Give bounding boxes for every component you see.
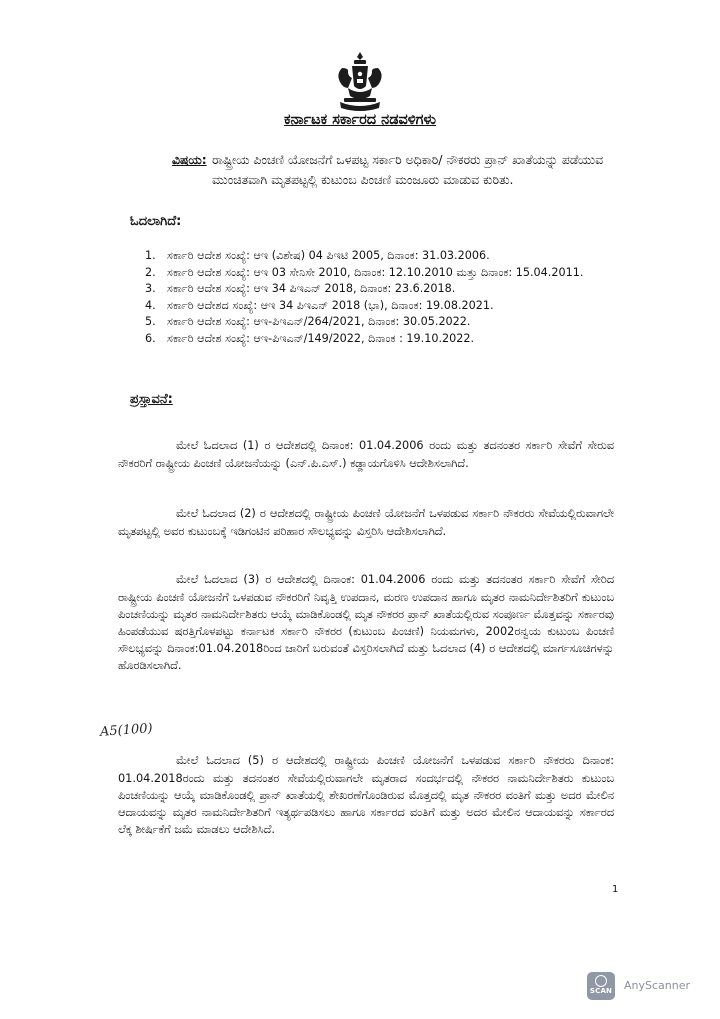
scanner-badge-label: SCAN xyxy=(589,987,613,995)
scanner-badge xyxy=(587,972,615,1000)
preamble-label: ಪ್ರಸ್ತಾವನೆ: xyxy=(130,392,173,407)
reference-number: 6. xyxy=(145,331,156,345)
reference-number: 4. xyxy=(145,298,156,312)
list-item xyxy=(145,248,615,265)
reference-text: ಸರ್ಕಾರಿ ಆದೇಶ ಸಂಖ್ಯೆ: ಆಇ 03 ಸೇನಿಸೇ 2010, ದಿನಾಂಕ: 12.10.2010 ಮತ್ತು ದಿನಾಂಕ: 15.04.2011. xyxy=(167,265,584,279)
reference-text: ಸರ್ಕಾರಿ ಆದೇಶ ಸಂಖ್ಯೆ: ಆಇ-ಪಿಇಎನ್/264/2021, ದಿನಾಂಕ: 30.05.2022. xyxy=(167,315,471,328)
reference-text: ಸರ್ಕಾರಿ ಆದೇಶ ಸಂಖ್ಯೆ: ಆಇ-ಪಿಇಎನ್/149/2022, ದಿನಾಂಕ : 19.10.2022. xyxy=(167,331,475,345)
list-item xyxy=(145,265,615,282)
list-item xyxy=(145,281,615,298)
paragraph-4: ಮೇಲೆ ಓದಲಾದ (5) ರ ಆದೇಶದಲ್ಲಿ ರಾಷ್ಟ್ರೀಯ ಪಿಂಚಣಿ ಯೋಜನೆಗೆ ಒಳಪಡುವ ಸರ್ಕಾರಿ ನೌಕರರು ದಿನಾಂಕ: 01.04.2018ರಂದು ಮತ್ತು ತದನಂತರ ಸೇವೆಯಲ್ಲಿರುವಾಗಲೇ ಮೃತರಾದ ಸಂದರ್ಭದಲ್ಲಿ ನೌಕರರ ನಾಮನಿರ್ದೇಶಿತರು ಕುಟುಂಬ ಪಿಂಚಣಿಯನ್ನು ಆಯ್ಕೆ ಮಾಡಿಕೊಂಡಲ್ಲಿ ಪ್ರಾನ್ ಖಾತೆಯಲ್ಲಿ ಶೇಖರಣೆಗೊಂಡಿರುವ ಮೊತ್ತದಲ್ಲಿ ಮೃತ ನೌಕರರ ವಂತಿಗೆ ಮತ್ತು ಅದರ ಮೇಲಿನ ಆದಾಯವನ್ನು ಮೃತರ ನಾಮನಿರ್ದೇಶಿತರಿಗೆ ಇತ್ಯರ್ಥಪಡಿಸಲು ಹಾಗೂ ಸರ್ಕಾರದ ವಂತಿಗೆ ಮತ್ತು ಅದರ ಮೇಲಿನ ಆದಾಯವನ್ನು ಸರ್ಕಾರದ ಲೆಕ್ಕ ಶೀರ್ಷಿಕೆಗೆ ಜಮೆ ಮಾಡಲು ಆದೇಶಿಸಿದೆ. xyxy=(118,754,614,837)
handwritten-note: A5(100) xyxy=(99,721,154,740)
reference-text: ಸರ್ಕಾರಿ ಆದೇಶದ ಸಂಖ್ಯೆ: ಆಇ 34 ಪಿಇಎನ್ 2018 (ಭಾ), ದಿನಾಂಕ: 19.08.2021. xyxy=(167,298,494,312)
document-header: ಕರ್ನಾಟಕ ಸರ್ಕಾರದ ನಡವಳಿಗಳು xyxy=(283,112,437,128)
reference-number: 2. xyxy=(145,265,156,279)
reference-number: 5. xyxy=(145,315,156,328)
paragraph-1: ಮೇಲೆ ಓದಲಾದ (1) ರ ಆದೇಶದಲ್ಲಿ ದಿನಾಂಕ: 01.04.2006 ರಂದು ಮತ್ತು ತದನಂತರ ಸರ್ಕಾರಿ ಸೇವೆಗೆ ಸೇರುವ ನೌಕರರಿಗೆ ರಾಷ್ಟ್ರೀಯ ಪಿಂಚಣಿ ಯೋಜನೆಯನ್ನು (ಎನ್.ಪಿ.ಎಸ್.) ಕಡ್ಡಾಯಗೊಳಿಸಿ ಆದೇಶಿಸಲಾಗಿದೆ. xyxy=(118,439,614,470)
scanner-brand: AnyScanner xyxy=(624,979,691,992)
paragraph-2: ಮೇಲೆ ಓದಲಾದ (2) ರ ಆದೇಶದಲ್ಲಿ ರಾಷ್ಟ್ರೀಯ ಪಿಂಚಣಿ ಯೋಜನೆಗೆ ಒಳಪಡುವ ಸರ್ಕಾರಿ ನೌಕರರು ಸೇವೆಯಲ್ಲಿರುವಾಗಲೇ ಮೃತಪಟ್ಟಲ್ಲಿ ಅವರ ಕುಟುಂಬಕ್ಕೆ ಇಡಿಗಂಟಿನ ಪರಿಹಾರ ಸೌಲಭ್ಯವನ್ನು ವಿಸ್ತರಿಸಿ ಆದೇಶಿಸಲಾಗಿದೆ. xyxy=(118,507,614,538)
list-item xyxy=(145,314,615,331)
page-number: 1 xyxy=(612,884,619,895)
scan-icon xyxy=(595,975,607,987)
paragraph-3: ಮೇಲೆ ಓದಲಾದ (3) ರ ಆದೇಶದಲ್ಲಿ ದಿನಾಂಕ: 01.04.2006 ರಂದು ಮತ್ತು ತದನಂತರ ಸರ್ಕಾರಿ ಸೇವೆಗೆ ಸೇರಿದ ರಾಷ್ಟ್ರೀಯ ಪಿಂಚಣಿ ಯೋಜನೆಗೆ ಒಳಪಡುವ ನೌಕರರಿಗೆ ನಿವೃತ್ತಿ ಉಪದಾನ, ಮರಣ ಉಪದಾನ ಹಾಗೂ ಮೃತರ ನಾಮನಿರ್ದೇಶಿತರಿಗೆ ಕುಟುಂಬ ಪಿಂಚಣಿಯನ್ನು ಮೃತರ ನಾಮನಿರ್ದೇಶಿತರು ಆಯ್ಕೆ ಮಾಡಿಕೊಂಡಲ್ಲಿ ಮೃತ ನೌಕರರ ಪ್ರಾನ್ ಖಾತೆಯಲ್ಲಿರುವ ಸಂಪೂರ್ಣ ಮೊತ್ತವನ್ನು ಸರ್ಕಾರವು ಹಿಂಪಡೆಯುವ ಷರತ್ತಿಗೊಳಪಟ್ಟು ಕರ್ನಾಟಕ ಸರ್ಕಾರಿ ನೌಕರರ (ಕುಟುಂಬ ಪಿಂಚಣಿ) ನಿಯಮಗಳು, 2002ರನ್ವಯ ಕುಟುಂಬ ಪಿಂಚಣಿ ಸೌಲಭ್ಯವನ್ನು ದಿನಾಂಕ:01.04.2018ರಿಂದ ಜಾರಿಗೆ ಬರುವಂತೆ ವಿಸ್ತರಿಸಲಾಗಿದೆ ಮತ್ತು ಓದಲಾದ (4) ರ ಆದೇಶದಲ್ಲಿ ಮಾರ್ಗಸೂಚಿಗಳನ್ನು ಹೊರಡಿಸಲಾಗಿದೆ. xyxy=(118,573,615,673)
reference-number: 1. xyxy=(145,249,156,262)
reference-number: 3. xyxy=(145,282,156,295)
read-label: ಓದಲಾಗಿದೆ: xyxy=(130,214,182,229)
subject-label: ವಿಷಯ: xyxy=(172,152,207,167)
subject-block xyxy=(172,150,612,190)
reference-text: ಸರ್ಕಾರಿ ಆದೇಶ ಸಂಖ್ಯೆ: ಆಇ 34 ಪಿಇಎನ್ 2018, ದಿನಾಂಕ: 23.6.2018. xyxy=(167,282,456,295)
list-item xyxy=(145,298,615,315)
list-item xyxy=(145,331,615,348)
state-emblem-icon xyxy=(330,50,390,112)
references-list xyxy=(145,248,615,347)
reference-text: ಸರ್ಕಾರಿ ಆದೇಶ ಸಂಖ್ಯೆ: ಆಇ (ವಿಶೇಷ) 04 ಪಿಇಟಿ 2005, ದಿನಾಂಕ: 31.03.2006. xyxy=(167,249,490,262)
subject-text: ರಾಷ್ಟ್ರೀಯ ಪಿಂಚಣಿ ಯೋಜನೆಗೆ ಒಳಪಟ್ಟ ಸರ್ಕಾರಿ ಅಧಿಕಾರಿ/ ನೌಕರರು ಪ್ರಾನ್ ಖಾತೆಯನ್ನು ಪಡೆಯುವ ಮುಂಚಿತವಾಗಿ ಮೃತಪಟ್ಟಲ್ಲಿ ಕುಟುಂಬ ಪಿಂಚಣಿ ಮಂಜೂರು ಮಾಡುವ ಕುರಿತು. xyxy=(212,152,604,187)
